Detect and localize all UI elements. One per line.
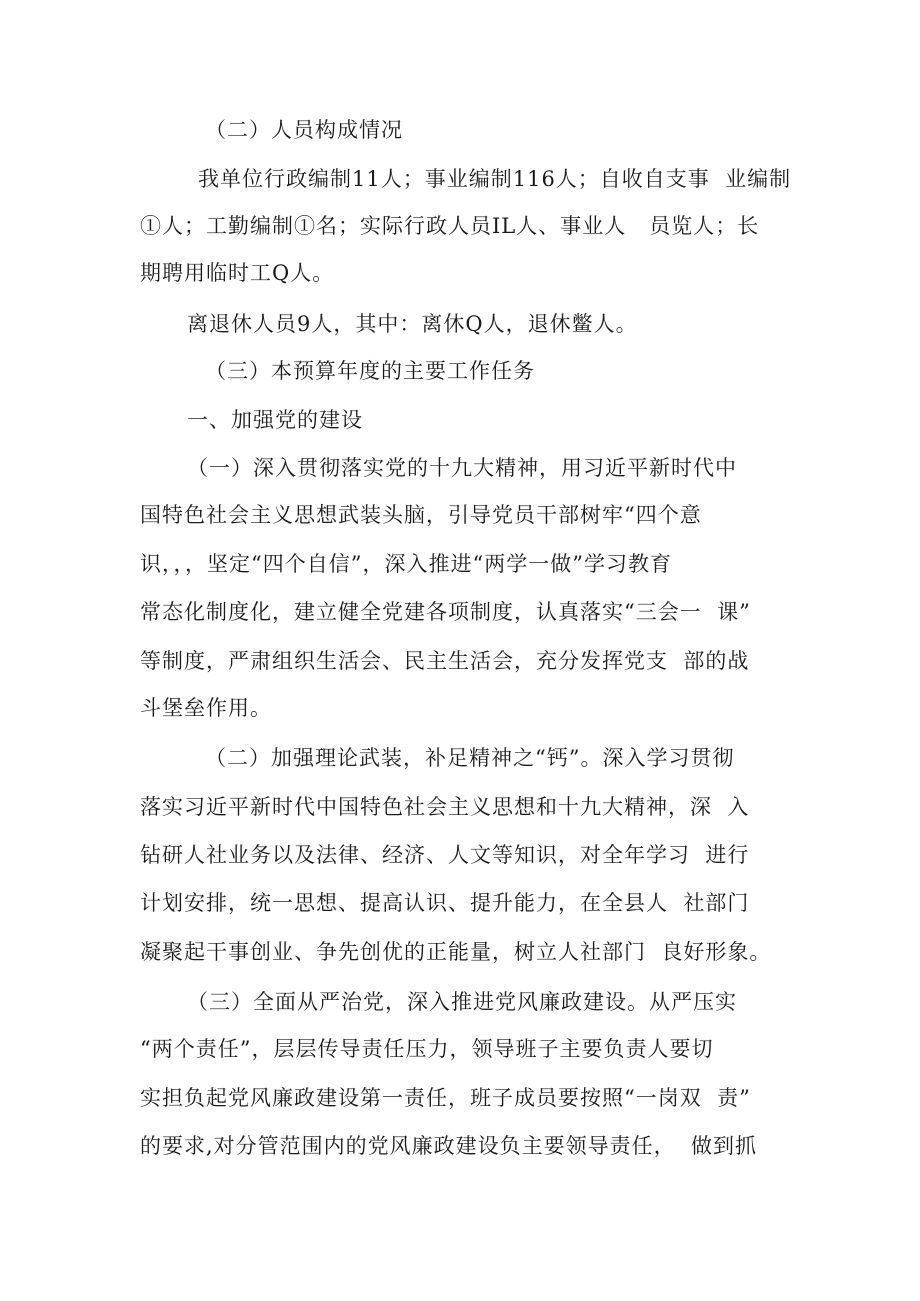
section-heading-staffing: （二）人员构成情况 <box>205 118 403 142</box>
paragraph-line: 的要求,对分管范围内的党风廉政建设负主要领导责任， 做到抓 <box>140 1134 758 1158</box>
paragraph-line: 期聘用临时工Q人。 <box>140 261 335 285</box>
paragraph-line: “两个责任”，层层传导责任压力，领导班子主要负责人要切 <box>140 1037 714 1061</box>
paragraph-line: 等制度，严肃组织生活会、民主生活会，充分发挥党支 部的战 <box>140 649 750 673</box>
section-heading-party-building: 一、加强党的建设 <box>187 408 363 432</box>
paragraph-line: 实担负起党风廉政建设第一责任，班子成员要按照“一岗双 责” <box>140 1086 751 1110</box>
paragraph-line: 计划安排，统一思想、提高认识、提升能力，在全县人 社部门 <box>140 891 750 915</box>
paragraph-line: 我单位行政编制11人；事业编制116人；自收自支事 业编制 <box>198 167 792 191</box>
paragraph-line: 常态化制度化，建立健全党建各项制度，认真落实“三会一 课” <box>140 600 751 624</box>
paragraph-line: 离退休人员9人，其中：离休Q人，退休鳖人。 <box>187 312 638 336</box>
section-heading-tasks: （三）本预算年度的主要工作任务 <box>205 359 535 383</box>
paragraph-line: 国特色社会主义思想武装头脑，引导党员干部树牢“四个意 <box>140 503 702 527</box>
paragraph-line: （三）全面从严治党，深入推进党风廉政建设。从严压实 <box>187 990 737 1014</box>
paragraph-line: （一）深入贯彻落实党的十九大精神，用习近平新时代中 <box>187 456 737 480</box>
paragraph-line: 钻研人社业务以及法律、经济、人文等知识，对全年学习 进行 <box>140 843 750 867</box>
paragraph-line: 斗堡垒作用。 <box>140 696 272 720</box>
paragraph-line: 落实习近平新时代中国特色社会主义思想和十九大精神，深 入 <box>140 795 750 819</box>
paragraph-line: （二）加强理论武装，补足精神之“钙”。深入学习贯彻 <box>205 746 735 770</box>
paragraph-line: 识，，，坚定“四个自信”，深入推进“两学一做”学习教育 <box>140 552 672 576</box>
paragraph-line: ①人；工勤编制①名；实际行政人员IL人、事业人 员览人；长 <box>140 214 760 238</box>
paragraph-line: 凝聚起干事创业、争先创优的正能量，树立人社部门 良好形象。 <box>140 940 772 964</box>
